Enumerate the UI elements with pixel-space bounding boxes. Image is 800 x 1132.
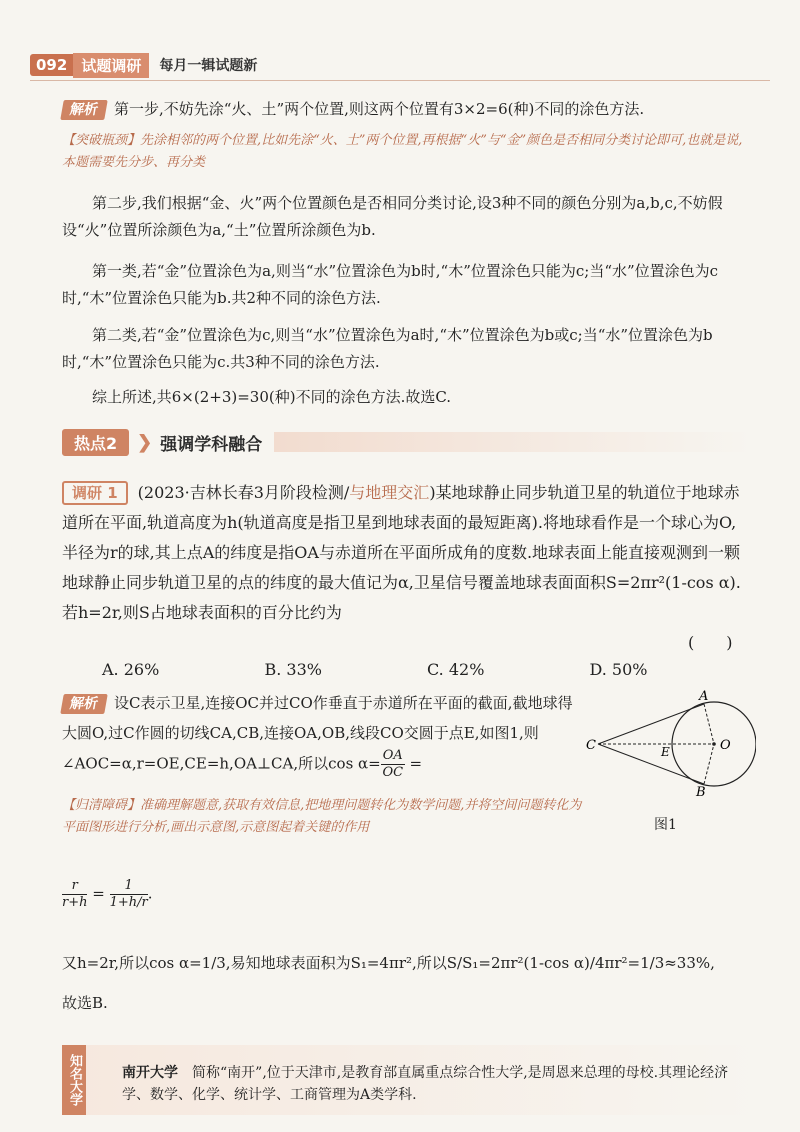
- analysis2-badge: 解析: [60, 694, 108, 714]
- line-ob: [704, 744, 714, 784]
- label-c: C: [586, 738, 596, 753]
- frac-one-plus-h: 1+h/r: [109, 895, 148, 910]
- footer-side-label: 知名大学: [62, 1045, 86, 1115]
- question-source: (2023·吉林长春3月阶段检测/: [137, 483, 350, 502]
- question-badge: 调研 1: [62, 481, 128, 505]
- analysis-summary: 综上所述,共6×(2+3)=30(种)不同的涂色方法.故选C.: [92, 388, 452, 406]
- section-title: 试题调研: [73, 53, 149, 78]
- analysis-case2: 第二类,若“金”位置涂色为c,则当“水”位置涂色为a时,“木”位置涂色为b或c;当“水”位置涂色为b时,“木”位置涂色只能为c.共3种不同的涂色方法.: [62, 326, 713, 371]
- footer-text: [122, 1062, 742, 1106]
- footer-university-name: 南开大学: [122, 1065, 178, 1081]
- question-source-end: ): [429, 483, 436, 502]
- analysis2-conclude: 故选B.: [62, 994, 108, 1012]
- fraction-line: $\frac{r}{r+h}$ = $\frac{1}{1+h/r}$ .: [62, 878, 153, 910]
- frac-rh: r+h: [62, 895, 88, 910]
- fraction-1-h: [110, 878, 148, 911]
- analysis2-line2: 又h=2r,所以cos α=1/3,易知地球表面积为S₁=4πr²,所以S/S₁=2πr²(1-cos α)/4πr²=1/3≈33%,: [62, 954, 715, 972]
- option-d: D. 50%: [589, 660, 648, 679]
- label-o: O: [720, 738, 731, 753]
- options: [102, 660, 752, 679]
- header-subtitle: 每月一辑试题新: [159, 58, 258, 74]
- cross-subject-tag: 与地理交汇: [349, 483, 430, 502]
- fraction-oa-oc: [381, 748, 405, 781]
- footer-description: 简称“南开”,位于天津市,是教育部直属重点综合性大学,是周恩来总理的母校.其理论经济学、数学、化学、统计学、工商管理为A类学科.: [122, 1065, 729, 1103]
- analysis-case1: 第一类,若“金”位置涂色为a,则当“水”位置涂色为b时,“木”位置涂色只能为c;当“水”位置涂色为c时,“木”位置涂色只能为b.共2种不同的涂色方法.: [62, 262, 719, 307]
- option-c: C. 42%: [427, 660, 485, 679]
- page-number: 092: [30, 54, 73, 76]
- analysis2-body: 设C表示卫星,连接OC并过CO作垂直于赤道所在平面的截面,截地球得大圆O,过C作圆的切线CA,CB,连接OA,OB,线段CO交圆于点E,如图1,则∠AOC=α,r=OE,CE=h,OA⊥CA,所以cos α=: [62, 694, 573, 773]
- label-a: A: [699, 689, 709, 704]
- hotspot-heading: [62, 428, 752, 456]
- tangent-ca: [598, 704, 704, 744]
- question-stem-text: 某地球静止同步轨道卫星的轨道位于地球赤道所在平面,轨道高度为h(轨道高度是指卫星到地球表面的最短距离).将地球看作是一个球心为O,半径为r的球,其上点A的纬度是指OA与赤道所在平面所成角的度数.地球表面上能直接观测到一颗地球静止同步轨道卫星的点的纬度的最大值记为α,卫星信号覆盖地球表面面积S=2πr²(1-cos α).若h=2r,则S占地球表面积的百分比约为: [62, 483, 741, 622]
- hotspot-decor-bar: [274, 432, 752, 452]
- option-b: B. 33%: [264, 660, 322, 679]
- frac-denominator: OC: [382, 765, 404, 780]
- breakthrough-note: 【突破瓶颈】先涂相邻的两个位置,比如先涂“火、土”两个位置,再根据“火”与“金”颜色是否相同分类讨论即可,也就是说,本题需要先分步、再分类: [62, 133, 743, 170]
- analysis-badge: 解析: [60, 100, 108, 120]
- analysis-step2: 第二步,我们根据“金、火”两个位置颜色是否相同分类讨论,设3种不同的颜色分别为a,b,c,不妨假设“火”位置所涂颜色为a,“土”位置所涂颜色为b.: [62, 194, 723, 239]
- analysis-step1: [62, 96, 752, 123]
- hotspot-tag: 热点2: [62, 429, 129, 456]
- header-divider: [30, 80, 770, 81]
- frac-one: 1: [110, 878, 148, 895]
- frac-numerator: OA: [382, 748, 403, 763]
- label-b: B: [696, 785, 706, 800]
- label-e: E: [661, 745, 670, 759]
- figure-1-diagram: [586, 688, 756, 808]
- line-oa: [704, 704, 714, 744]
- hotspot-title: 强调学科融合: [160, 434, 263, 455]
- page-header: [30, 52, 257, 78]
- figure-caption: 图1: [654, 817, 677, 833]
- step1-text: 第一步,不妨先涂“火、土”两个位置,则这两个位置有3×2=6(种)不同的涂色方法.: [114, 100, 645, 118]
- option-a: A. 26%: [102, 660, 160, 679]
- chevron-right-icon: ❯: [137, 431, 153, 453]
- center-o: [712, 742, 716, 746]
- question-stem: [62, 478, 752, 628]
- tangent-cb: [598, 744, 704, 784]
- analysis2-text: 解析 设C表示卫星,连接OC并过CO作垂直于赤道所在平面的截面,截地球得大圆O,过C作圆的切线CA,CB,连接OA,OB,线段CO交圆于点E,如图1,则∠AOC=α,r=OE,CE=h,OA⊥CA,所以cos α= $\frac{OA}{OC}$ =: [62, 694, 573, 780]
- frac-r: r: [62, 878, 87, 895]
- clarify-note: 【归清障碍】准确理解题意,获取有效信息,把地理问题转化为数学问题,并将空间问题转化为平面图形进行分析,画出示意图,示意图起着关键的作用: [62, 798, 582, 835]
- fraction-r-rh: [62, 878, 87, 911]
- answer-parentheses: ( ): [688, 633, 733, 652]
